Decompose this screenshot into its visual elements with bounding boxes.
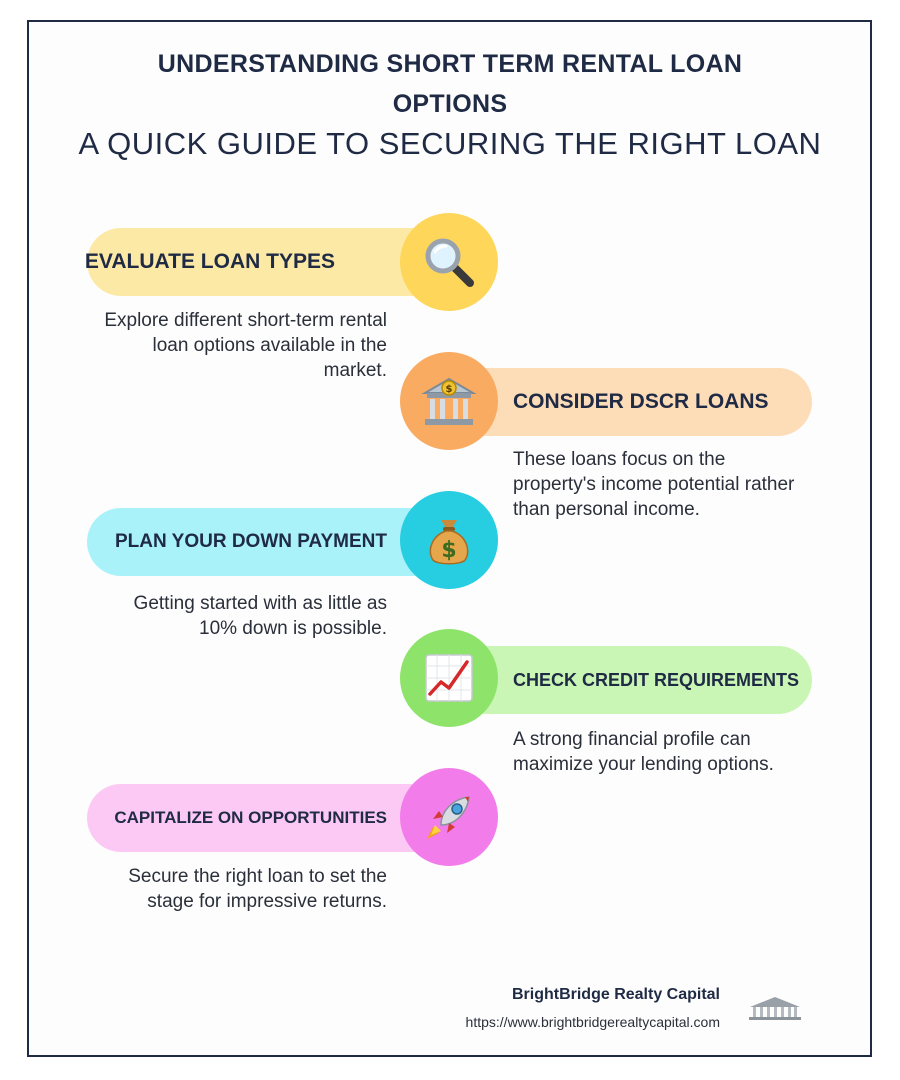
- step-icon-circle: [400, 213, 498, 311]
- svg-text:$: $: [441, 538, 457, 563]
- magnifying-glass-icon: [421, 234, 477, 290]
- step-icon-circle: [400, 352, 498, 450]
- page-subtitle: A QUICK GUIDE TO SECURING THE RIGHT LOAN: [78, 126, 822, 161]
- brand-name: BrightBridge Realty Capital: [511, 986, 720, 1003]
- step-label: PLAN YOUR DOWN PAYMENT: [114, 531, 387, 552]
- website-link[interactable]: https://www.brightbridgerealtycapital.com: [465, 1014, 720, 1030]
- step-description: Getting started with as little as 10% down is possible.: [133, 593, 387, 639]
- chart-increasing-icon: [423, 652, 475, 704]
- step-pill-capitalize-on-opportunities: [87, 784, 447, 852]
- step-description: Explore different short-term rental loan options available in the market.: [104, 310, 387, 381]
- step-icon-circle: [400, 629, 498, 727]
- rocket-icon: [421, 789, 477, 845]
- step-label: CHECK CREDIT REQUIREMENTS: [513, 669, 800, 690]
- step-description: A strong financial profile can maximize your lending options.: [513, 729, 774, 775]
- money-bag-icon: [421, 512, 477, 568]
- step-pill-evaluate-loan-types: [84, 228, 447, 296]
- step-icon-circle: [400, 491, 498, 589]
- step-description: Secure the right loan to set the stage for impressive returns.: [128, 866, 387, 912]
- step-pill-check-credit-requirements: [453, 646, 812, 714]
- step-label: CAPITALIZE ON OPPORTUNITIES: [114, 808, 387, 827]
- svg-text:$: $: [445, 384, 453, 395]
- step-label: CONSIDER DSCR LOANS: [513, 390, 769, 413]
- step-icon-circle: [400, 768, 498, 866]
- step-label: EVALUATE LOAN TYPES: [84, 250, 335, 273]
- bank-icon: [421, 373, 477, 429]
- company-logo-icon: [746, 995, 804, 1023]
- step-pill-consider-dscr-loans: [453, 368, 812, 436]
- step-pill-plan-your-down-payment: [87, 508, 447, 576]
- step-description: These loans focus on the property's income potential rather than personal income.: [513, 449, 795, 520]
- page-title: UNDERSTANDING SHORT TERM RENTAL LOAN OPTIONS: [157, 50, 743, 118]
